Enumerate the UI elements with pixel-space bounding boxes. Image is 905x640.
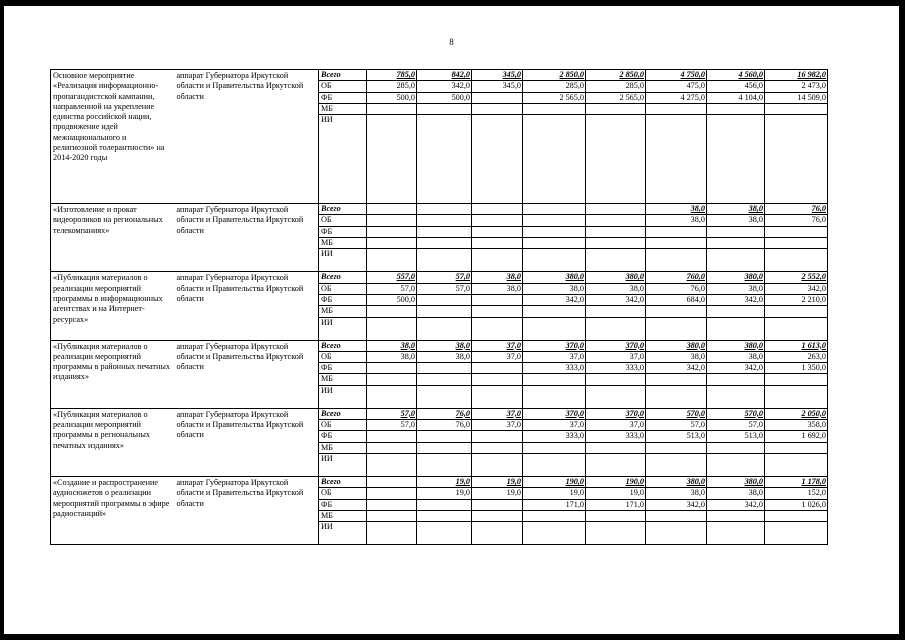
amount-cell <box>417 385 472 408</box>
funding-source: ИИ <box>319 249 367 272</box>
amount-cell: 333,0 <box>586 431 646 442</box>
amount-cell <box>523 385 586 408</box>
amount-cell <box>472 385 523 408</box>
funding-source: ФБ <box>319 92 367 103</box>
amount-cell: 57,0 <box>707 420 765 431</box>
amount-cell <box>707 522 765 545</box>
amount-cell <box>523 522 586 545</box>
page-number: 8 <box>449 37 454 47</box>
amount-cell <box>417 522 472 545</box>
amount-cell <box>707 115 765 204</box>
funding-source: ОБ <box>319 420 367 431</box>
amount-cell: 500,0 <box>367 294 417 305</box>
amount-cell: 333,0 <box>523 431 586 442</box>
amount-cell: 345,0 <box>472 81 523 92</box>
funding-source: ФБ <box>319 431 367 442</box>
amount-cell <box>646 306 707 317</box>
amount-cell: 380,0 <box>646 340 707 351</box>
amount-cell <box>417 238 472 249</box>
amount-cell: 38,0 <box>523 283 586 294</box>
amount-cell <box>367 453 417 476</box>
amount-cell: 500,0 <box>417 92 472 103</box>
funding-source: Всего <box>319 408 367 419</box>
amount-cell <box>367 476 417 487</box>
amount-cell: 342,0 <box>646 499 707 510</box>
amount-cell <box>367 306 417 317</box>
amount-cell: 342,0 <box>523 294 586 305</box>
amount-cell: 342,0 <box>417 81 472 92</box>
amount-cell <box>765 115 828 204</box>
funding-source: ИИ <box>319 115 367 204</box>
amount-cell: 38,0 <box>707 204 765 215</box>
funding-source: МБ <box>319 442 367 453</box>
amount-cell: 14 509,0 <box>765 92 828 103</box>
funding-table <box>50 69 828 545</box>
amount-cell: 760,0 <box>646 272 707 283</box>
amount-cell <box>765 103 828 114</box>
amount-cell: 38,0 <box>417 340 472 351</box>
amount-cell: 285,0 <box>367 81 417 92</box>
amount-cell: 57,0 <box>367 408 417 419</box>
amount-cell: 570,0 <box>707 408 765 419</box>
amount-cell: 513,0 <box>707 431 765 442</box>
amount-cell: 342,0 <box>765 283 828 294</box>
amount-cell: 171,0 <box>523 499 586 510</box>
funding-source: ОБ <box>319 215 367 226</box>
amount-cell <box>417 317 472 340</box>
funding-source: МБ <box>319 103 367 114</box>
funding-source: ФБ <box>319 499 367 510</box>
amount-cell <box>586 204 646 215</box>
funding-source: Всего <box>319 70 367 81</box>
funding-source: ОБ <box>319 351 367 362</box>
amount-cell <box>646 317 707 340</box>
amount-cell: 38,0 <box>367 351 417 362</box>
amount-cell: 380,0 <box>586 272 646 283</box>
amount-cell <box>472 453 523 476</box>
amount-cell <box>707 510 765 521</box>
amount-cell: 4 750,0 <box>646 70 707 81</box>
amount-cell: 57,0 <box>367 283 417 294</box>
amount-cell: 37,0 <box>586 420 646 431</box>
amount-cell: 2 565,0 <box>523 92 586 103</box>
amount-cell <box>586 115 646 204</box>
amount-cell <box>472 204 523 215</box>
amount-cell: 38,0 <box>472 283 523 294</box>
amount-cell <box>765 510 828 521</box>
amount-cell: 37,0 <box>523 420 586 431</box>
amount-cell: 380,0 <box>646 476 707 487</box>
amount-cell <box>765 238 828 249</box>
amount-cell: 380,0 <box>707 272 765 283</box>
amount-cell <box>586 510 646 521</box>
amount-cell: 57,0 <box>417 283 472 294</box>
amount-cell: 76,0 <box>765 215 828 226</box>
amount-cell <box>707 306 765 317</box>
amount-cell: 37,0 <box>586 351 646 362</box>
amount-cell: 38,0 <box>707 488 765 499</box>
funding-source: Всего <box>319 476 367 487</box>
amount-cell: 4 104,0 <box>707 92 765 103</box>
amount-cell: 19,0 <box>417 476 472 487</box>
amount-cell <box>367 317 417 340</box>
funding-source: ФБ <box>319 226 367 237</box>
amount-cell: 475,0 <box>646 81 707 92</box>
amount-cell: 2 473,0 <box>765 81 828 92</box>
amount-cell: 380,0 <box>523 272 586 283</box>
amount-cell: 2 552,0 <box>765 272 828 283</box>
amount-cell <box>523 453 586 476</box>
amount-cell <box>472 226 523 237</box>
amount-cell <box>417 453 472 476</box>
amount-cell <box>367 215 417 226</box>
amount-cell <box>707 103 765 114</box>
amount-cell <box>472 294 523 305</box>
amount-cell <box>586 522 646 545</box>
amount-cell: 38,0 <box>646 488 707 499</box>
amount-cell: 57,0 <box>417 272 472 283</box>
amount-cell <box>472 92 523 103</box>
activity-name: «Создание и распространение аудиосюжетов о реализации мероприятий программы в эфире радиостанций» <box>51 476 175 544</box>
amount-cell: 190,0 <box>586 476 646 487</box>
amount-cell <box>586 374 646 385</box>
amount-cell: 2 850,0 <box>586 70 646 81</box>
amount-cell <box>586 103 646 114</box>
amount-cell: 370,0 <box>586 340 646 351</box>
amount-cell <box>523 226 586 237</box>
amount-cell: 342,0 <box>707 363 765 374</box>
funding-source: ИИ <box>319 385 367 408</box>
amount-cell <box>523 238 586 249</box>
executor: аппарат Губернатора Иркутской области и Правительства Иркутской области <box>175 476 319 544</box>
amount-cell <box>707 226 765 237</box>
amount-cell: 76,0 <box>765 204 828 215</box>
amount-cell: 285,0 <box>586 81 646 92</box>
amount-cell: 38,0 <box>646 351 707 362</box>
amount-cell <box>523 442 586 453</box>
amount-cell <box>765 453 828 476</box>
amount-cell <box>472 306 523 317</box>
amount-cell: 190,0 <box>523 476 586 487</box>
amount-cell <box>367 442 417 453</box>
funding-source: Всего <box>319 272 367 283</box>
amount-cell <box>523 115 586 204</box>
funding-source: МБ <box>319 306 367 317</box>
amount-cell <box>417 431 472 442</box>
funding-source: ОБ <box>319 283 367 294</box>
amount-cell: 380,0 <box>707 340 765 351</box>
amount-cell <box>417 215 472 226</box>
amount-cell: 370,0 <box>523 340 586 351</box>
amount-cell <box>707 249 765 272</box>
amount-cell <box>707 374 765 385</box>
amount-cell <box>646 385 707 408</box>
amount-cell <box>765 442 828 453</box>
funding-source: ИИ <box>319 317 367 340</box>
funding-source: ОБ <box>319 81 367 92</box>
amount-cell <box>586 453 646 476</box>
amount-cell <box>586 306 646 317</box>
amount-cell <box>765 522 828 545</box>
amount-cell: 785,0 <box>367 70 417 81</box>
amount-cell: 37,0 <box>472 340 523 351</box>
amount-cell: 333,0 <box>586 363 646 374</box>
activity-name: «Публикация материалов о реализации мероприятий программы в информационных агентствах и на Интернет-ресурсах» <box>51 272 175 340</box>
amount-cell <box>417 306 472 317</box>
amount-cell: 2 210,0 <box>765 294 828 305</box>
amount-cell <box>367 238 417 249</box>
amount-cell <box>417 499 472 510</box>
amount-cell: 57,0 <box>646 420 707 431</box>
amount-cell: 342,0 <box>646 363 707 374</box>
amount-cell <box>472 238 523 249</box>
amount-cell <box>586 226 646 237</box>
amount-cell <box>417 103 472 114</box>
amount-cell <box>765 226 828 237</box>
amount-cell <box>523 249 586 272</box>
amount-cell <box>367 226 417 237</box>
amount-cell <box>523 306 586 317</box>
amount-cell <box>472 442 523 453</box>
amount-cell <box>417 510 472 521</box>
amount-cell: 557,0 <box>367 272 417 283</box>
amount-cell <box>367 522 417 545</box>
amount-cell: 358,0 <box>765 420 828 431</box>
amount-cell <box>472 215 523 226</box>
activity-name: «Публикация материалов о реализации мероприятий программы в районных печатных изданиях» <box>51 340 175 408</box>
amount-cell <box>586 442 646 453</box>
funding-source: ИИ <box>319 453 367 476</box>
amount-cell: 37,0 <box>472 351 523 362</box>
amount-cell <box>417 204 472 215</box>
amount-cell <box>472 499 523 510</box>
amount-cell <box>523 317 586 340</box>
table-row <box>51 408 828 419</box>
amount-cell <box>523 103 586 114</box>
amount-cell: 456,0 <box>707 81 765 92</box>
amount-cell <box>472 522 523 545</box>
amount-cell <box>646 103 707 114</box>
amount-cell: 37,0 <box>523 351 586 362</box>
executor: аппарат Губернатора Иркутской области и Правительства Иркутской области <box>175 408 319 476</box>
amount-cell: 76,0 <box>417 408 472 419</box>
document-page <box>4 6 899 634</box>
amount-cell <box>646 522 707 545</box>
funding-source: ИИ <box>319 522 367 545</box>
amount-cell: 684,0 <box>646 294 707 305</box>
amount-cell <box>417 115 472 204</box>
amount-cell: 19,0 <box>586 488 646 499</box>
amount-cell: 19,0 <box>472 476 523 487</box>
amount-cell: 38,0 <box>586 283 646 294</box>
amount-cell <box>646 115 707 204</box>
executor: аппарат Губернатора Иркутской области и Правительства Иркутской области <box>175 272 319 340</box>
amount-cell <box>523 204 586 215</box>
amount-cell: 500,0 <box>367 92 417 103</box>
amount-cell <box>472 317 523 340</box>
amount-cell <box>367 385 417 408</box>
amount-cell: 842,0 <box>417 70 472 81</box>
amount-cell <box>707 317 765 340</box>
amount-cell: 19,0 <box>523 488 586 499</box>
amount-cell: 38,0 <box>646 204 707 215</box>
funding-source: Всего <box>319 340 367 351</box>
amount-cell <box>523 510 586 521</box>
amount-cell <box>707 385 765 408</box>
amount-cell: 370,0 <box>523 408 586 419</box>
amount-cell <box>472 103 523 114</box>
amount-cell <box>765 385 828 408</box>
amount-cell <box>367 103 417 114</box>
amount-cell <box>646 510 707 521</box>
funding-source: Всего <box>319 204 367 215</box>
amount-cell: 38,0 <box>707 215 765 226</box>
amount-cell <box>586 385 646 408</box>
amount-cell: 333,0 <box>523 363 586 374</box>
amount-cell <box>765 374 828 385</box>
amount-cell <box>586 317 646 340</box>
amount-cell <box>707 453 765 476</box>
amount-cell <box>586 249 646 272</box>
amount-cell: 4 560,0 <box>707 70 765 81</box>
amount-cell <box>417 249 472 272</box>
amount-cell <box>472 431 523 442</box>
amount-cell <box>523 374 586 385</box>
amount-cell: 37,0 <box>472 408 523 419</box>
amount-cell <box>367 499 417 510</box>
amount-cell: 19,0 <box>472 488 523 499</box>
amount-cell: 1 692,0 <box>765 431 828 442</box>
amount-cell: 152,0 <box>765 488 828 499</box>
table-row <box>51 340 828 351</box>
amount-cell <box>586 238 646 249</box>
amount-cell: 2 565,0 <box>586 92 646 103</box>
amount-cell <box>417 363 472 374</box>
amount-cell: 342,0 <box>707 499 765 510</box>
amount-cell <box>417 374 472 385</box>
amount-cell: 171,0 <box>586 499 646 510</box>
amount-cell <box>472 249 523 272</box>
amount-cell: 1 026,0 <box>765 499 828 510</box>
amount-cell: 37,0 <box>472 420 523 431</box>
amount-cell: 570,0 <box>646 408 707 419</box>
amount-cell <box>417 294 472 305</box>
activity-name: «Изготовление и прокат видеороликов на региональных телекомпаниях» <box>51 204 175 272</box>
amount-cell: 342,0 <box>707 294 765 305</box>
funding-source: ОБ <box>319 488 367 499</box>
amount-cell <box>472 510 523 521</box>
amount-cell: 285,0 <box>523 81 586 92</box>
amount-cell <box>646 249 707 272</box>
amount-cell: 76,0 <box>417 420 472 431</box>
funding-source: МБ <box>319 238 367 249</box>
amount-cell: 342,0 <box>586 294 646 305</box>
amount-cell: 38,0 <box>417 351 472 362</box>
amount-cell <box>417 442 472 453</box>
table-row <box>51 476 828 487</box>
amount-cell: 1 178,0 <box>765 476 828 487</box>
amount-cell: 76,0 <box>646 283 707 294</box>
amount-cell <box>646 442 707 453</box>
amount-cell <box>765 317 828 340</box>
amount-cell <box>707 238 765 249</box>
amount-cell: 4 275,0 <box>646 92 707 103</box>
amount-cell <box>367 488 417 499</box>
amount-cell: 513,0 <box>646 431 707 442</box>
executor: аппарат Губернатора Иркутской области и Правительства Иркутской области <box>175 340 319 408</box>
table-row <box>51 204 828 215</box>
amount-cell <box>472 374 523 385</box>
amount-cell <box>707 442 765 453</box>
amount-cell <box>367 363 417 374</box>
amount-cell <box>586 215 646 226</box>
amount-cell <box>646 453 707 476</box>
amount-cell: 38,0 <box>707 351 765 362</box>
amount-cell: 38,0 <box>646 215 707 226</box>
amount-cell: 2 050,0 <box>765 408 828 419</box>
amount-cell <box>367 510 417 521</box>
funding-source: МБ <box>319 510 367 521</box>
funding-source: ФБ <box>319 363 367 374</box>
amount-cell: 1 613,0 <box>765 340 828 351</box>
amount-cell: 38,0 <box>367 340 417 351</box>
amount-cell <box>765 306 828 317</box>
amount-cell <box>765 249 828 272</box>
table-row <box>51 70 828 81</box>
amount-cell <box>367 204 417 215</box>
amount-cell <box>367 431 417 442</box>
amount-cell: 345,0 <box>472 70 523 81</box>
amount-cell: 57,0 <box>367 420 417 431</box>
amount-cell <box>472 363 523 374</box>
activity-name: Основное мероприятие «Реализация информационно-пропагандистской кампании, направленной на укрепление единства российской нации, продвижение идей межнационального и религиозной толерантности» на 2014-2020 годы <box>51 70 175 204</box>
amount-cell <box>417 226 472 237</box>
amount-cell <box>523 215 586 226</box>
amount-cell <box>367 249 417 272</box>
executor: аппарат Губернатора Иркутской области и Правительства Иркутской области <box>175 70 319 204</box>
amount-cell <box>646 238 707 249</box>
funding-source: ФБ <box>319 294 367 305</box>
amount-cell <box>367 374 417 385</box>
amount-cell: 380,0 <box>707 476 765 487</box>
amount-cell <box>367 115 417 204</box>
funding-source: МБ <box>319 374 367 385</box>
amount-cell: 370,0 <box>586 408 646 419</box>
amount-cell <box>472 115 523 204</box>
amount-cell: 1 350,0 <box>765 363 828 374</box>
amount-cell: 38,0 <box>472 272 523 283</box>
amount-cell: 16 982,0 <box>765 70 828 81</box>
amount-cell <box>646 226 707 237</box>
amount-cell: 2 850,0 <box>523 70 586 81</box>
amount-cell: 263,0 <box>765 351 828 362</box>
amount-cell <box>646 374 707 385</box>
amount-cell: 38,0 <box>707 283 765 294</box>
activity-name: «Публикация материалов о реализации мероприятий программы в региональных печатных изданиях» <box>51 408 175 476</box>
table-row <box>51 272 828 283</box>
amount-cell: 19,0 <box>417 488 472 499</box>
executor: аппарат Губернатора Иркутской области и Правительства Иркутской области <box>175 204 319 272</box>
